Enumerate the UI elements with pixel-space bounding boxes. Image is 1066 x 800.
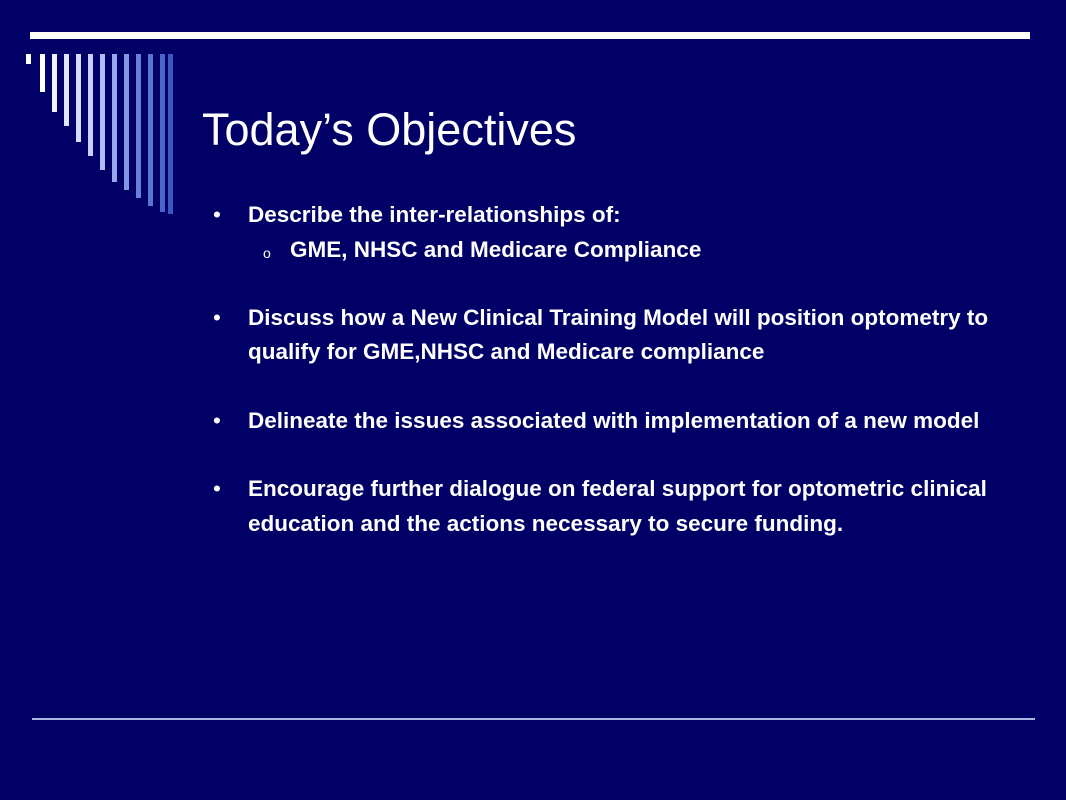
bullet-text: Encourage further dialogue on federal support for optometric clinical education and the actions necessary to secure funding. xyxy=(248,476,987,536)
sub-item-1 xyxy=(210,233,1010,267)
bullet-text: Describe the inter-relationships of: xyxy=(248,202,621,227)
bullet-text: Discuss how a New Clinical Training Model will position optometry to qualify for GME,NHSC and Medicare compliance xyxy=(248,304,989,364)
bullet-marker: • xyxy=(213,407,221,433)
bullet-item-1 xyxy=(210,198,1010,267)
slide-title: Today’s Objectives xyxy=(202,104,577,155)
bullet-item-3 xyxy=(210,404,1010,439)
bullet-marker: • xyxy=(213,202,221,227)
bullet-text: Delineate the issues associated with implementation of a new model xyxy=(248,407,980,433)
decorative-vertical-stripes xyxy=(0,0,200,230)
bullet-marker: • xyxy=(213,476,221,501)
bullet-item-4 xyxy=(210,472,1010,541)
bullet-marker: • xyxy=(213,304,221,330)
bullet-item-2 xyxy=(210,301,1010,370)
bottom-horizontal-rule xyxy=(32,718,1035,720)
sub-item-text: GME, NHSC and Medicare Compliance xyxy=(290,236,702,262)
objectives-list xyxy=(210,198,1010,575)
sub-bullet-marker: o xyxy=(263,244,271,261)
